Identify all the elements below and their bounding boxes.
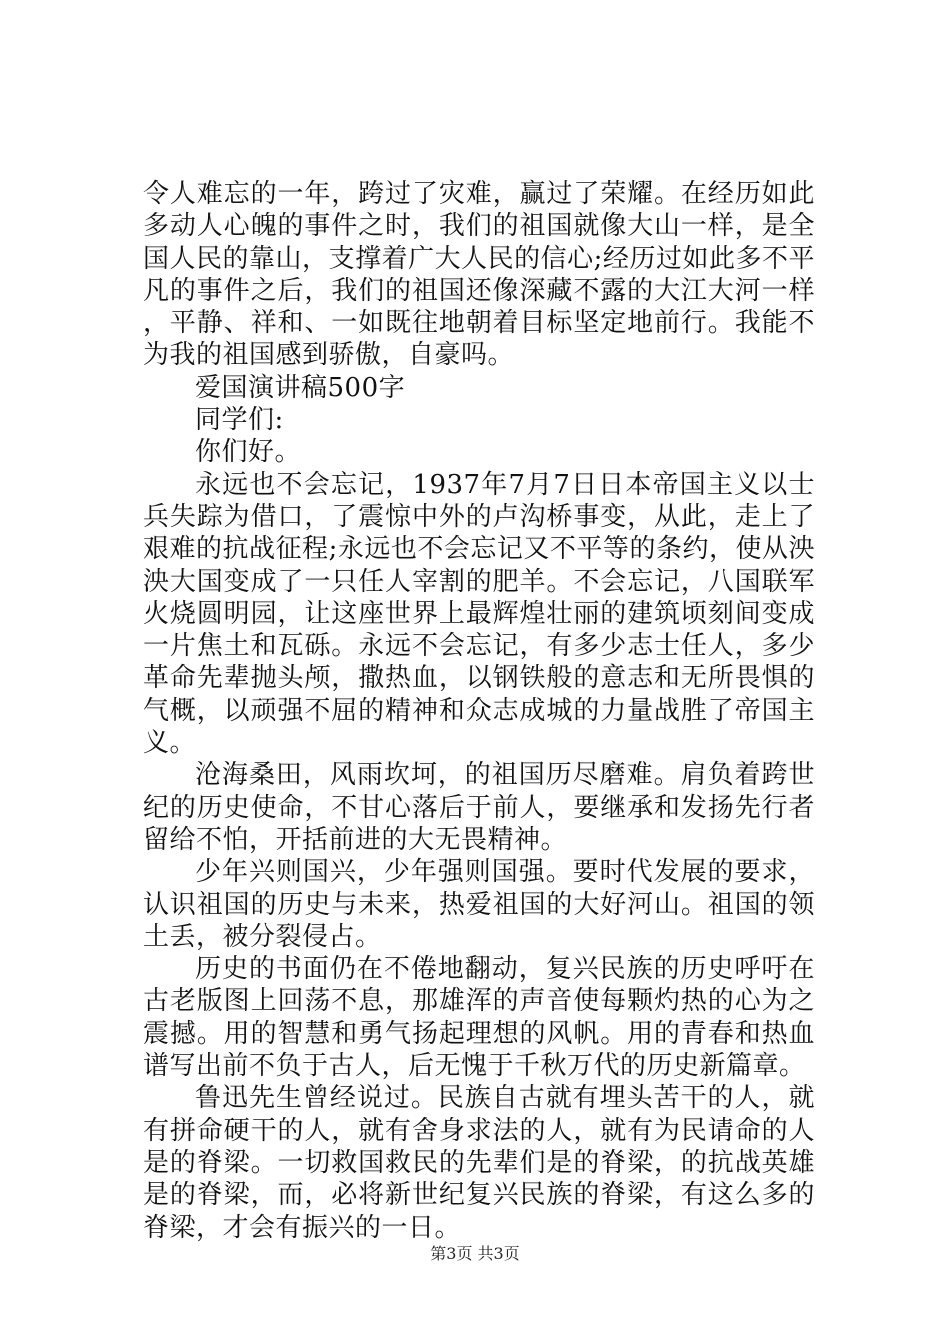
speech-title: 爱国演讲稿500字 bbox=[195, 372, 406, 403]
paragraph: 令人难忘的一年，跨过了灾难，赢过了荣耀。在经历如此多动人心魄的事件之时，我们的祖国就像大山一样，是全国人民的靠山，支撑着广大人民的信心;经历过如此多不平凡的事件之后，我们的祖国还像深藏不露的大江大河一样，平静、祥和、一如既往地朝着目标坚定地前行。我能不为我的祖国感到骄傲，自豪吗。 bbox=[143, 179, 815, 371]
page-number: 第3页 共3页 bbox=[430, 1244, 520, 1263]
paragraph: 历史的书面仍在不倦地翻动，复兴民族的历史呼吁在古老版图上回荡不息，那雄浑的声音使每颗灼热的心为之震撼。用的智慧和勇气扬起理想的风帆。用的青春和热血谱写出前不负于古人，后无愧于千秋万代的历史新篇章。 bbox=[143, 954, 815, 1082]
paragraph: 少年兴则国兴，少年强则国强。要时代发展的要求，认识祖国的历史与未来，热爱祖国的大好河山。祖国的领土丢，被分裂侵占。 bbox=[143, 857, 815, 952]
greeting: 你们好。 bbox=[195, 437, 302, 468]
paragraph: 沧海桑田，风雨坎坷，的祖国历尽磨难。肩负着跨世纪的历史使命，不甘心落后于前人，要继承和发扬先行者留给不怕，开括前进的大无畏精神。 bbox=[143, 760, 815, 855]
paragraph: 永远也不会忘记，1937年7月7日日本帝国主义以士兵失踪为借口，了震惊中外的卢沟桥事变，从此，走上了艰难的抗战征程;永远也不会忘记又不平等的条约，使从泱泱大国变成了一只任人宰割的肥羊。不会忘记，八国联军火烧圆明园，让这座世界上最辉煌壮丽的建筑顷刻间变成一片焦土和瓦砾。永远不会忘记，有多少志士任人，多少革命先辈抛头颅，撒热血，以钢铁般的意志和无所畏惧的气概，以顽强不屈的精神和众志成城的力量战胜了帝国主义。 bbox=[143, 469, 815, 759]
page-footer bbox=[0, 1244, 950, 1264]
paragraph: 鲁迅先生曾经说过。民族自古就有埋头苦干的人，就有拼命硬干的人，就有舍身求法的人，就有为民请命的人是的脊梁。一切救国救民的先辈们是的脊梁，的抗战英雄是的脊梁，而，必将新世纪复兴民族的脊梁，有这么多的脊梁，才会有振兴的一日。 bbox=[143, 1083, 815, 1243]
salutation: 同学们: bbox=[195, 405, 284, 436]
document-body bbox=[143, 178, 815, 1244]
